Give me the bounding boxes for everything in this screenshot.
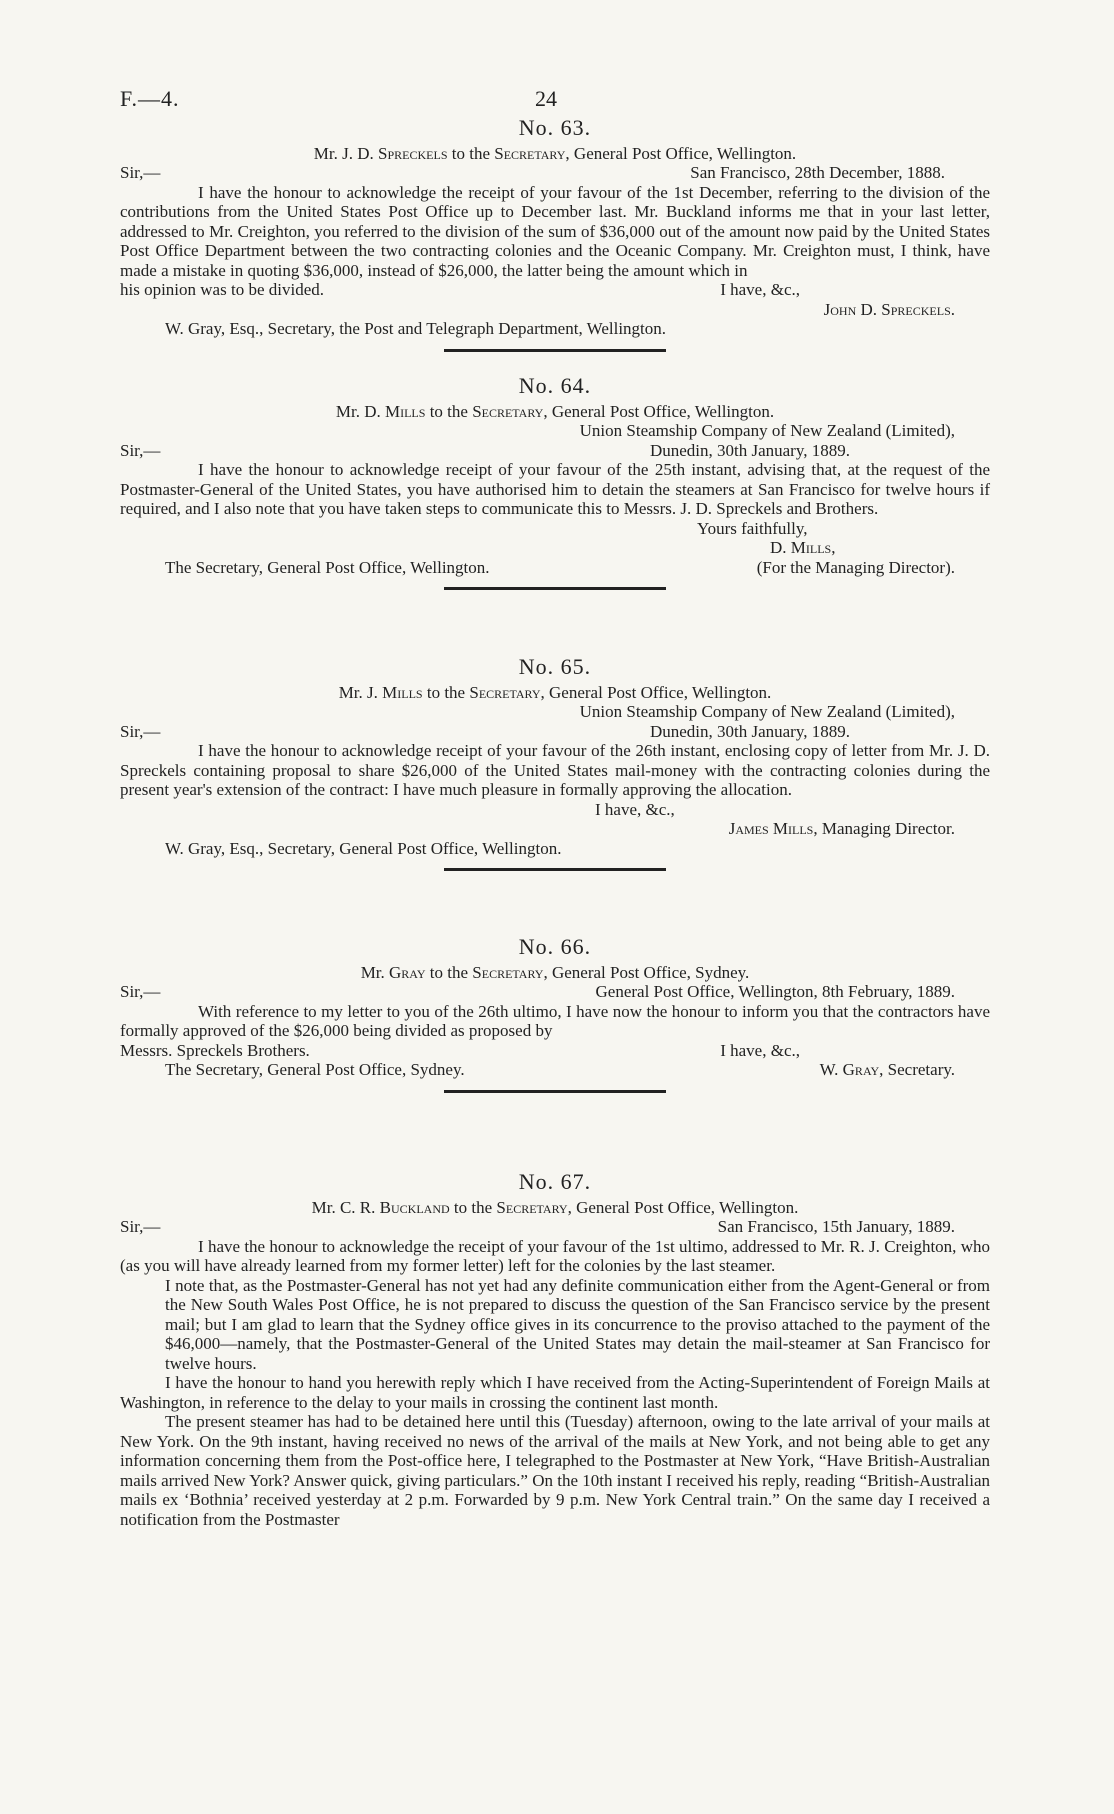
letter-number: No. 66. — [518, 934, 592, 959]
title-recipient: Secretary — [469, 682, 541, 702]
signature: W. Gray — [819, 1060, 880, 1079]
body-paragraph: I have the honour to acknowledge receipt of your favour of the 25th instant, advising that, at the request of the Postmaster-General of the United States, you have authorised him to detain the steamers at San Francisco for twelve hours if required, and I also note that you have taken steps to communicate this to Messrs. J. D. Spreckels and Brothers. — [120, 460, 990, 518]
title-sender: Mills — [382, 682, 423, 702]
salutation: Sir,— — [120, 163, 161, 182]
signature: James Mills — [728, 819, 814, 838]
signature-note: (For the Managing Director). — [756, 557, 955, 577]
last-line-row — [120, 1041, 990, 1061]
title-text: to the — [422, 682, 470, 702]
section-divider — [444, 868, 666, 871]
place-date: General Post Office, Wellington, 8th February, 1889. — [595, 982, 955, 1001]
signature-role: , Managing Director. — [813, 819, 955, 838]
addressee: W. Gray, Esq., Secretary, the Post and Telegraph Department, Wellington. — [165, 319, 667, 338]
place-line: Union Steamship Company of New Zealand (Limited), — [579, 421, 955, 440]
document-reference: F.—4. — [120, 86, 180, 111]
closing: I have, &c., — [720, 280, 800, 299]
section-divider — [444, 349, 666, 352]
place-date: San Francisco, 28th December, 1888. — [690, 163, 945, 182]
body-paragraph: I have the honour to hand you herewith reply which I have received from the Acting-Superintendent of Foreign Mails at Washington, in reference to the delay to your mails in crossing the continent last month. — [120, 1373, 990, 1412]
salutation: Sir,— — [120, 982, 161, 1001]
salutation-row — [120, 982, 990, 1002]
letter-title — [120, 683, 990, 703]
title-text: Mr. J. D. — [313, 143, 379, 163]
letter-number: No. 65. — [518, 654, 592, 679]
title-text: , General Post Office, Wellington. — [567, 1197, 799, 1217]
title-recipient: Secretary — [472, 401, 544, 421]
letter-title — [120, 402, 990, 422]
title-sender: Buckland — [379, 1197, 450, 1217]
title-recipient: Secretary — [496, 1197, 568, 1217]
title-text: to the — [425, 401, 473, 421]
letter-title — [120, 144, 990, 164]
title-text: , General Post Office, Sydney. — [543, 962, 750, 982]
letter-number: No. 67. — [518, 1169, 592, 1194]
letter-number: No. 64. — [518, 373, 592, 398]
body-paragraph: The present steamer has had to be detained here until this (Tuesday) afternoon, owing to the late arrival of your mails at New York. On the 9th instant, having received no news of the arrival of the mails at New York, and not being able to get any information concerning them from the Post-office here, I telegraphed to the Postmaster at New York, “Have British-Australian mails arrived New York? Answer quick, giving particulars.” On the 10th instant I received his reply, reading “British-Australian mails ex ‘Bothnia’ received yesterday at 2 p.m. Forwarded by 9 p.m. New York Central train.” On the same day I received a notification from the Postmaster — [120, 1412, 990, 1529]
addressee-row — [120, 558, 990, 578]
title-text: to the — [425, 962, 473, 982]
letter-title — [120, 963, 990, 983]
title-recipient: Secretary — [472, 962, 544, 982]
letter-64 — [120, 373, 990, 602]
page-number: 24 — [535, 86, 557, 111]
place-date: Dunedin, 30th January, 1889. — [649, 440, 850, 460]
body-last-line: Messrs. Spreckels Brothers. — [120, 1040, 310, 1060]
last-line-row — [120, 280, 990, 300]
title-text: Mr. D. — [335, 401, 385, 421]
addressee: The Secretary, General Post Office, Wellington. — [165, 557, 490, 577]
letter-number: No. 63. — [518, 115, 592, 140]
letter-66 — [120, 934, 990, 1105]
body-last-line: his opinion was to be divided. — [120, 280, 324, 299]
title-text: Mr. — [360, 962, 390, 982]
title-text: Mr. J. — [338, 682, 383, 702]
addressee-row — [120, 1060, 990, 1080]
place-line: Union Steamship Company of New Zealand (Limited), — [579, 702, 955, 721]
body-paragraph: I have the honour to acknowledge the receipt of your favour of the 1st ultimo, addressed to Mr. R. J. Creighton, who (as you will have already learned from my former letter) left for the colonies by the last steamer. — [120, 1236, 990, 1275]
place-date: Dunedin, 30th January, 1889. — [649, 721, 850, 741]
closing: Yours faithfully, — [697, 518, 808, 538]
place-date: San Francisco, 15th January, 1889. — [717, 1217, 955, 1236]
title-sender: Spreckels — [378, 143, 448, 163]
closing: I have, &c., — [720, 1040, 800, 1060]
salutation-row — [120, 163, 990, 183]
body-paragraph: I have the honour to acknowledge receipt of your favour of the 26th instant, enclosing copy of letter from Mr. J. D. Spreckels containing proposal to share $26,000 of the United States mail-money with the contracting colonies during the present year's extension of the contract: I have much pleasure in formally approving the allocation. — [120, 741, 990, 799]
letter-title — [120, 1198, 990, 1218]
signature-line — [120, 819, 990, 839]
section-divider — [444, 1090, 666, 1093]
body-paragraph: I note that, as the Postmaster-General has not yet had any definite communication either from the Agent-General or from the New South Wales Post Office, he is not prepared to discuss the question of the San Francisco service by the present mail; but I am glad to learn that the Sydney office gives in its concurrence to the proviso attached to the payment of the $46,000—namely, that the Postmaster-General of the United States may detain the mail-steamer at San Francisco for twelve hours. — [165, 1275, 990, 1373]
title-text: , General Post Office, Wellington. — [543, 401, 775, 421]
salutation: Sir,— — [120, 1217, 161, 1236]
body-paragraph: With reference to my letter to you of the 26th ultimo, I have now the honour to inform you that the contractors have formally approved of the $26,000 being divided as proposed by — [120, 1001, 990, 1040]
title-text: to the — [449, 1197, 497, 1217]
addressee: The Secretary, General Post Office, Sydney. — [165, 1060, 465, 1079]
salutation-row — [120, 1217, 990, 1237]
title-text: Mr. C. R. — [311, 1197, 380, 1217]
signature: D. Mills, — [770, 538, 836, 557]
title-text: , General Post Office, Wellington. — [540, 682, 772, 702]
salutation: Sir,— — [120, 721, 161, 741]
salutation-row — [120, 441, 990, 461]
letter-65 — [120, 654, 990, 883]
letter-63 — [120, 115, 990, 364]
salutation: Sir,— — [120, 440, 161, 460]
title-recipient: Secretary — [494, 143, 566, 163]
addressee: W. Gray, Esq., Secretary, General Post Office, Wellington. — [165, 838, 562, 858]
section-divider — [444, 587, 666, 590]
title-text: to the — [447, 143, 495, 163]
title-text: , General Post Office, Wellington. — [565, 143, 797, 163]
closing: I have, &c., — [595, 799, 675, 819]
body-paragraph: I have the honour to acknowledge the receipt of your favour of the 1st December, referring to the division of the contributions from the United States Post Office up to December last. Mr. Buckland informs me that in your last letter, addressed to Mr. Creighton, you referred to the division of the sum of $36,000 out of the amount now paid by the United States Post Office Department between the two contracting colonies and the Oceanic Company. Mr. Creighton must, I think, have made a mistake in quoting $36,000, instead of $26,000, the latter being the amount which in — [120, 182, 990, 280]
signature: John D. Spreckels. — [823, 299, 955, 319]
letter-67 — [120, 1169, 990, 1529]
title-sender: Gray — [389, 962, 426, 982]
signature-role: , Secretary. — [879, 1060, 955, 1079]
title-sender: Mills — [384, 401, 426, 421]
salutation-row — [120, 722, 990, 742]
